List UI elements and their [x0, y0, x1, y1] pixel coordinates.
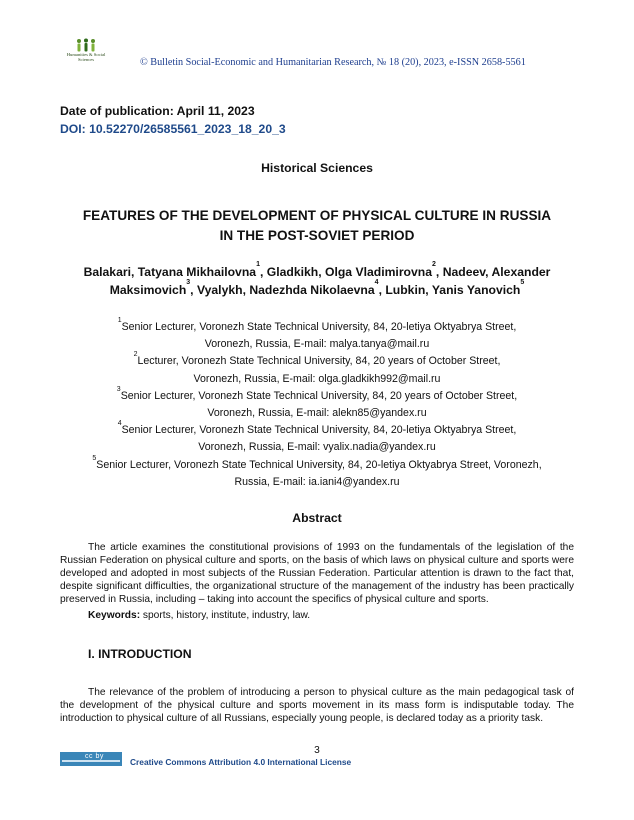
author: Gladkikh, Olga Vladimirovna$^2$,: [266, 261, 443, 279]
author: Vyalykh, Nadezhda Nikolaevna$^4$,: [196, 279, 386, 297]
affiliation: $^5$Senior Lecturer, Voronezh State Technical University, 84, 20-letiya Oktyabrya Street, Voronezh, Russia, E-mail: ia.iani4@yandex.ru: [92, 454, 542, 488]
affiliation: $^3$Senior Lecturer, Voronezh State Technical University, 84, 20 years of October Street, Voronezh, Russia, E-mail: alekn85@yandex.ru: [116, 385, 518, 420]
affiliation-list: [40, 319, 594, 491]
affiliation: $^4$Senior Lecturer, Voronezh State Technical University, 84, 20-letiya Oktyabrya Street, Voronezh, Russia, E-mail: vyalix.nadia@yandex.ru: [117, 420, 517, 454]
article-title: [30, 206, 604, 246]
publication-date: Date of publication: April 11, 2023: [60, 104, 255, 118]
author: Nadeev, Alexander Maksimovich$^3$,: [109, 265, 551, 297]
author: Lubkin, Yanis Yanovich$^5$: [385, 279, 525, 297]
title-line: FEATURES OF THE DEVELOPMENT OF PHYSICAL CULTURE IN RUSSIA: [82, 208, 552, 223]
author-list: [60, 263, 574, 299]
abstract-heading: Abstract: [292, 511, 342, 525]
badge-stripe: [62, 760, 120, 762]
author: Balakari, Tatyana Mikhailovna$^1$,: [83, 261, 267, 279]
affiliation: $^2$Lecturer, Voronezh State Technical University, 84, 20 years of October Street, Voronezh, Russia, E-mail: olga.gladkikh992@mail.ru: [133, 351, 501, 385]
abstract-text: The article examines the constitutional provisions of 1993 on the fundamentals of the legislation of the Russian Federation on physical culture and sports, on the basis of which laws on physical culture and sports were developed and adopted in most subjects of the Russian Federation. Particular attention is drawn to the fact that, despite significant difficulties, the organizational structure of the management of the industry has been practically preserved in Russia, including – taking into account the specifics of physical culture and sports.: [60, 542, 574, 605]
keywords-text: sports, history, institute, industry, law.: [140, 610, 311, 621]
people-logo-icon: [73, 38, 99, 52]
page-number: 3: [314, 745, 320, 756]
affiliation: $^1$Senior Lecturer, Voronezh State Technical University, 84, 20-letiya Oktyabrya Street, Voronezh, Russia, E-mail: malya.tanya@mail.ru: [117, 317, 517, 351]
introduction-text: The relevance of the problem of introducing a person to physical culture as the main pedagogical task of the development of the physical culture and sports movement in its mass form is indisputable today. The introduction to physical culture of all Russians, especially young people, is declared today as a priority task.: [60, 687, 574, 724]
journal-logo: [62, 38, 110, 62]
cc-license-badge[interactable]: [60, 752, 122, 766]
title-line: IN THE POST-SOVIET PERIOD: [219, 228, 415, 243]
keywords: [88, 610, 310, 621]
journal-citation: © Bulletin Social-Economic and Humanitarian Research, № 18 (20), 2023, e-ISSN 2658-5561: [140, 57, 526, 68]
license-link[interactable]: Creative Commons Attribution 4.0 International License: [130, 757, 352, 767]
cc-by-icon: cc by: [85, 753, 104, 760]
logo-text: Humanities & Social Sciences: [66, 52, 106, 62]
section-heading: Historical Sciences: [261, 161, 373, 175]
introduction-heading: I. INTRODUCTION: [88, 647, 192, 661]
keywords-label: Keywords:: [88, 610, 141, 621]
doi-link[interactable]: DOI: 10.52270/26585561_2023_18_20_3: [60, 122, 286, 136]
